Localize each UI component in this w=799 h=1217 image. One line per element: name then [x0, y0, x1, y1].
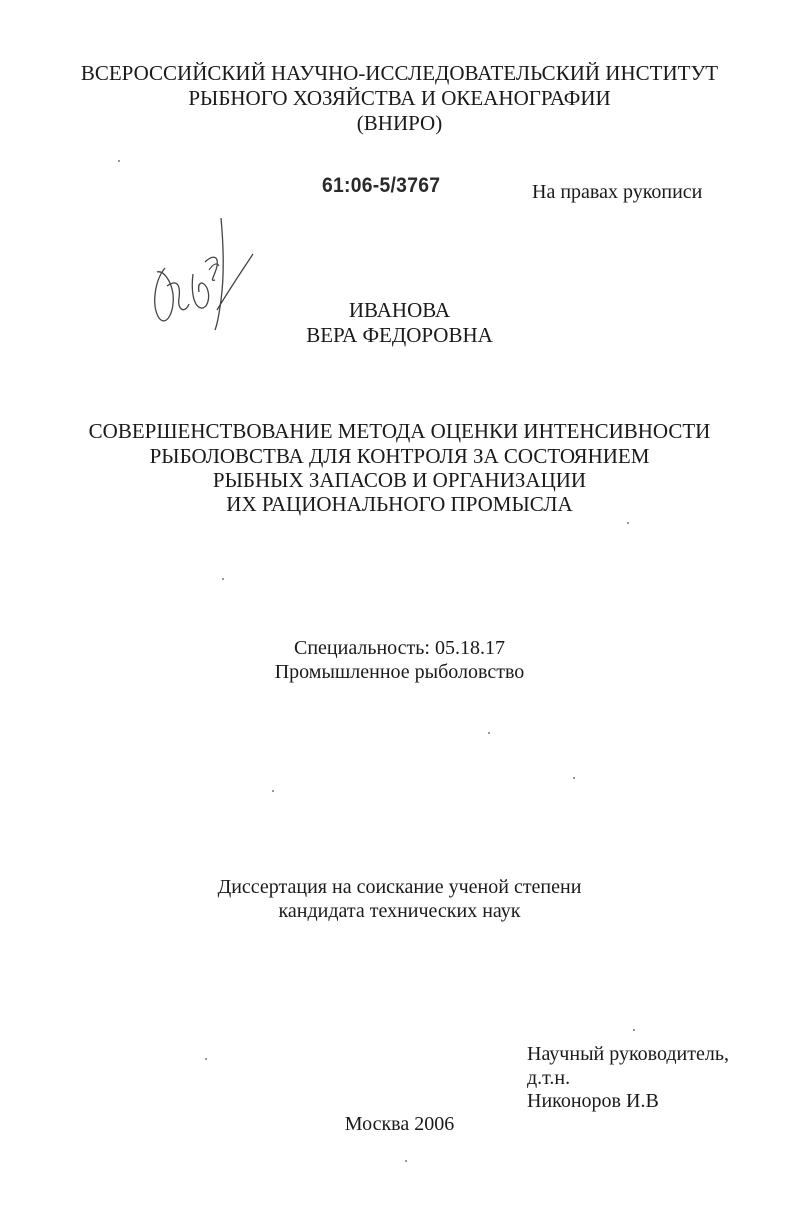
supervisor-name: Никоноров И.В — [527, 1090, 659, 1112]
scan-speck — [118, 160, 120, 162]
scan-speck — [272, 790, 274, 792]
author-surname: ИВАНОВА — [348, 298, 451, 322]
institute-abbreviation: (ВНИРО) — [356, 111, 443, 135]
specialty-name: Промышленное рыболовство — [274, 661, 525, 683]
place-and-year: Москва 2006 — [344, 1113, 455, 1135]
author-name: ВЕРА ФЕДОРОВНА — [306, 323, 493, 347]
manuscript-rights-note: На правах рукописи — [532, 181, 703, 203]
supervisor-role: Научный руководитель, — [527, 1043, 729, 1065]
scan-speck — [488, 732, 490, 734]
title-line-4: ИХ РАЦИОНАЛЬНОГО ПРОМЫСЛА — [226, 492, 573, 516]
scan-speck — [405, 1160, 407, 1162]
title-line-2: РЫБОЛОВСТВА ДЛЯ КОНТРОЛЯ ЗА СОСТОЯНИЕМ — [149, 444, 650, 468]
scan-speck — [627, 522, 629, 524]
title-line-3: РЫБНЫХ ЗАПАСОВ И ОРГАНИЗАЦИИ — [212, 468, 587, 492]
scan-speck — [633, 1029, 635, 1031]
scan-speck — [573, 777, 575, 779]
institute-line-2: РЫБНОГО ХОЗЯЙСТВА И ОКЕАНОГРАФИИ — [188, 86, 611, 110]
scan-speck — [222, 578, 224, 580]
specialty-code: Специальность: 05.18.17 — [294, 637, 505, 659]
supervisor-degree: д.т.н. — [527, 1067, 571, 1089]
degree-line-2: кандидата технических наук — [278, 900, 521, 922]
catalog-number-stamp: 61:06-5/3767 — [322, 174, 441, 197]
degree-line-1: Диссертация на соискание ученой степени — [217, 876, 582, 898]
scan-speck — [205, 1058, 207, 1060]
title-line-1: СОВЕРШЕНСТВОВАНИЕ МЕТОДА ОЦЕНКИ ИНТЕНСИВНОСТИ — [88, 419, 711, 443]
institute-line-1: ВСЕРОССИЙСКИЙ НАУЧНО-ИССЛЕДОВАТЕЛЬСКИЙ ИНСТИТУТ — [80, 61, 719, 85]
